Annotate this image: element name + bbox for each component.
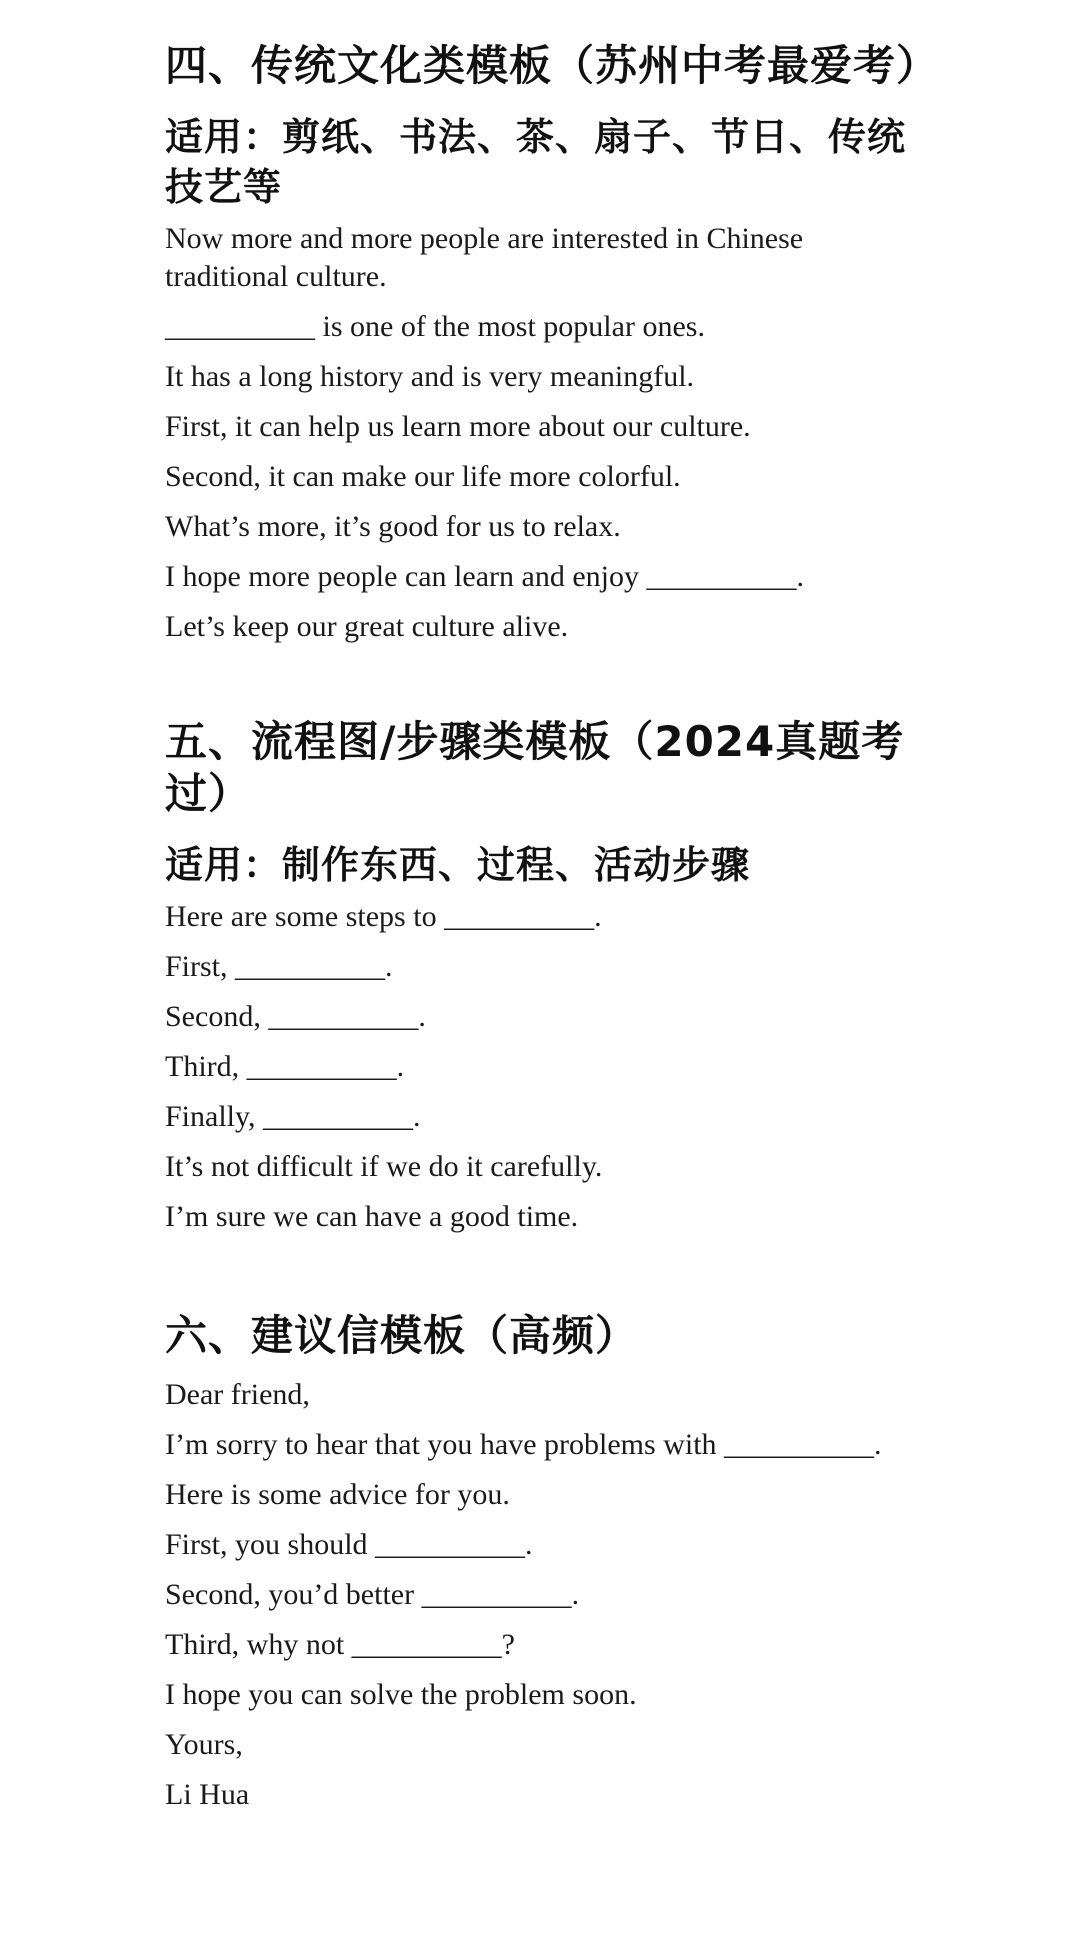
section-title: 四、传统文化类模板（苏州中考最爱考） bbox=[165, 41, 940, 90]
section-subtitle: 适用：剪纸、书法、茶、扇子、节日、传统技艺等 bbox=[165, 115, 907, 209]
template-line: I hope you can solve the problem soon. bbox=[165, 1678, 637, 1711]
template-line: First, it can help us learn more about our culture. bbox=[165, 410, 751, 443]
template-line: It has a long history and is very meaningful. bbox=[165, 360, 695, 393]
template-line: Yours, bbox=[165, 1728, 243, 1761]
template-line: First, __________. bbox=[165, 950, 393, 983]
template-line: Here are some steps to __________. bbox=[165, 900, 602, 933]
template-line: __________ is one of the most popular ones. bbox=[165, 310, 705, 343]
section-advice-letter bbox=[165, 1310, 925, 1814]
section-title: 六、建议信模板（高频） bbox=[165, 1311, 639, 1360]
template-line: Finally, __________. bbox=[165, 1100, 421, 1133]
template-line: Second, __________. bbox=[165, 1000, 426, 1033]
template-line: Now more and more people are interested in Chinese traditional culture. bbox=[165, 222, 804, 293]
template-line: Second, it can make our life more colorful. bbox=[165, 460, 681, 493]
template-line: Second, you’d better __________. bbox=[165, 1578, 580, 1611]
section-traditional-culture bbox=[165, 40, 940, 646]
template-line: Here is some advice for you. bbox=[165, 1478, 510, 1511]
section-subtitle: 适用：制作东西、过程、活动步骤 bbox=[165, 843, 751, 887]
template-line: Third, why not __________? bbox=[165, 1628, 515, 1661]
template-line: I’m sure we can have a good time. bbox=[165, 1200, 579, 1233]
section-title: 五、流程图/步骤类模板（2024真题考过） bbox=[165, 717, 905, 818]
template-line: Third, __________. bbox=[165, 1050, 405, 1083]
section-flowchart-steps bbox=[165, 716, 925, 1236]
template-line: Dear friend, bbox=[165, 1378, 310, 1411]
template-line: It’s not difficult if we do it carefully. bbox=[165, 1150, 603, 1183]
template-line: What’s more, it’s good for us to relax. bbox=[165, 510, 621, 543]
template-line: I’m sorry to hear that you have problems with __________. bbox=[165, 1428, 882, 1461]
template-line: First, you should __________. bbox=[165, 1528, 533, 1561]
template-line: I hope more people can learn and enjoy __________. bbox=[165, 560, 804, 593]
template-line: Let’s keep our great culture alive. bbox=[165, 610, 569, 643]
document-page bbox=[165, 40, 940, 1826]
template-line: Li Hua bbox=[165, 1778, 250, 1811]
